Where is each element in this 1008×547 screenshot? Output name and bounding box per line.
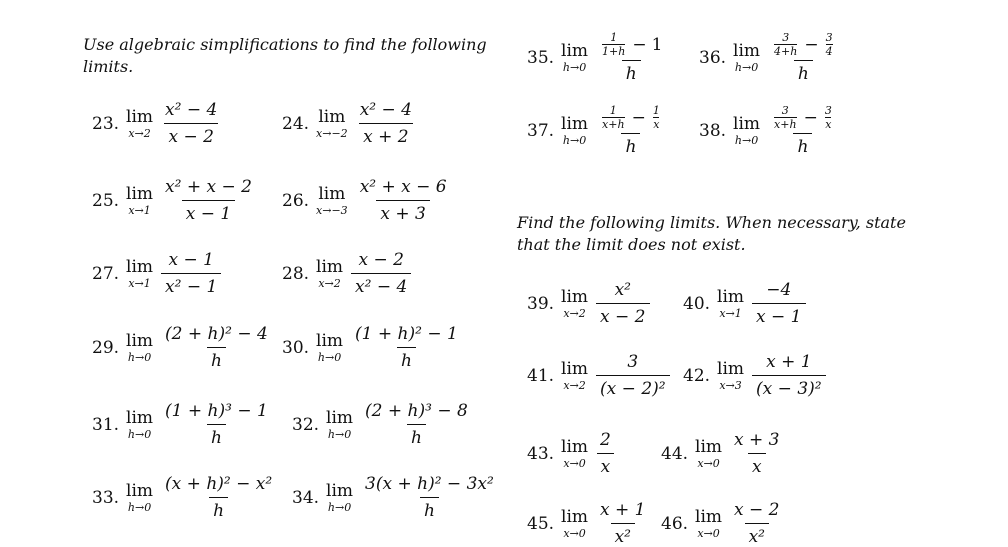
denominator: h [622,60,641,84]
fraction [356,100,416,147]
lim-word: lim [126,480,154,501]
problem-number: 38. [699,121,727,142]
lim-word: lim [126,407,154,428]
lim-word: lim [561,358,589,379]
limit-operator [316,330,344,364]
fraction [161,250,221,297]
numerator: x² [614,280,631,300]
fraction [161,474,276,521]
limit-approach: x→−2 [316,126,348,140]
small-denominator: 1+h [602,44,626,58]
fraction [768,32,839,84]
limit-approach: h→0 [317,350,342,364]
fraction [596,352,670,399]
limit-approach: x→1 [128,203,151,217]
limit-approach: h→0 [127,350,152,364]
denominator: x − 2 [164,123,217,147]
problem-number: 35. [527,48,555,69]
small-denominator: x [825,117,832,131]
term: 1 [651,34,663,55]
limit-approach: x→2 [318,276,341,290]
minus-sign: − [631,107,646,128]
limit-operator [717,286,745,320]
fraction [752,352,826,399]
denominator: x + 2 [359,123,412,147]
denominator: x² − 1 [161,273,221,297]
limit-approach: x→2 [563,306,586,320]
fraction [161,100,221,147]
numerator [596,32,666,60]
problem [527,105,666,157]
small-numerator: 1 [652,104,660,117]
problem [92,401,272,448]
numerator [596,105,666,133]
small-fraction [774,105,797,130]
limit-operator [561,358,589,392]
lim-word: lim [326,407,354,428]
limit-approach: x→−3 [316,203,348,217]
denominator: h [207,347,226,371]
denominator: x − 2 [596,303,649,327]
problem [527,430,615,477]
numerator: (1 + h)³ − 1 [165,401,268,421]
lim-word: lim [695,506,723,527]
numerator: (1 + h)² − 1 [355,324,458,344]
numerator: x − 1 [168,250,214,270]
numerator: 3 [627,352,639,372]
denominator: (x − 3)² [752,375,826,399]
minus-sign: − [804,34,819,55]
limit-approach: x→0 [563,526,586,540]
problem-number: 31. [92,414,120,435]
small-denominator: 4+h [774,44,798,58]
problem [683,280,806,327]
small-fraction [602,105,625,130]
numerator: x² + x − 2 [165,177,252,197]
small-denominator: x+h [602,117,625,131]
problem [527,500,650,547]
numerator: (2 + h)³ − 8 [365,401,468,421]
lim-word: lim [561,114,589,135]
limit-approach: x→2 [563,378,586,392]
small-numerator: 1 [610,31,618,44]
problem [661,430,784,477]
limit-operator [717,358,745,392]
denominator: h [397,347,416,371]
problem [699,105,838,157]
lim-word: lim [126,256,154,277]
problem [282,100,416,147]
lim-word: lim [561,506,589,527]
denominator: x − 1 [182,200,235,224]
problem-number: 37. [527,121,555,142]
small-fraction [653,105,660,130]
limit-operator [316,256,344,290]
denominator: h [207,424,226,448]
problem [292,474,498,521]
problem [661,500,784,547]
limit-operator [126,330,154,364]
instructions-left-line-1: Use algebraic simplifications to find the following [83,35,487,54]
fraction [351,324,462,371]
numerator: (2 + h)² − 4 [165,324,268,344]
problem-number: 44. [661,443,689,464]
small-denominator: x [653,117,660,131]
numerator: (x + h)² − x² [165,474,273,494]
limit-operator [126,407,154,441]
limit-operator [561,436,589,470]
instructions-right [517,212,906,256]
fraction [596,500,649,547]
denominator: x² − 4 [351,273,411,297]
problem-number: 46. [661,513,689,534]
lim-word: lim [733,41,761,62]
limit-approach: x→1 [128,276,151,290]
fraction [730,500,783,547]
limit-operator [561,116,588,146]
instructions-right-line-1: Find the following limits. When necessary, state [517,213,906,232]
problem-number: 26. [282,190,310,211]
lim-word: lim [318,183,346,204]
problem-number: 30. [282,337,310,358]
limit-approach: x→0 [697,526,720,540]
limit-approach: h→0 [127,500,152,514]
problem-number: 32. [292,414,320,435]
lim-word: lim [561,436,589,457]
limit-operator [733,43,760,73]
problem [282,324,462,371]
small-numerator: 3 [824,104,832,117]
numerator: x² + x − 6 [359,177,447,197]
fraction [596,430,615,477]
fraction [361,474,498,521]
small-fraction [774,32,797,57]
denominator: x − 1 [752,303,805,327]
limit-approach: x→2 [128,126,151,140]
minus-sign: − [803,107,818,128]
problem-number: 42. [683,365,711,386]
small-numerator: 3 [781,104,789,117]
limit-operator [326,480,354,514]
small-numerator: 3 [825,31,833,44]
small-fraction [602,32,625,57]
fraction [351,250,411,297]
problem [292,401,472,448]
problem-number: 23. [92,113,120,134]
limit-approach: h→0 [327,427,352,441]
lim-word: lim [561,41,589,62]
fraction [730,430,783,477]
lim-word: lim [316,256,344,277]
lim-word: lim [126,330,154,351]
problem [527,32,666,84]
fraction [161,401,272,448]
numerator [768,105,838,133]
fraction [161,324,272,371]
instructions-right-line-2: that the limit does not exist. [517,235,746,254]
problem [92,177,256,224]
fraction [596,105,666,157]
problem-number: 45. [527,513,555,534]
problem-number: 34. [292,487,320,508]
fraction [752,280,805,327]
lim-word: lim [126,106,154,127]
problem-number: 28. [282,263,310,284]
problem-number: 25. [92,190,120,211]
denominator: x² [611,523,635,547]
numerator: x − 2 [358,250,404,270]
limit-operator [316,183,348,217]
problem [92,100,221,147]
limit-operator [126,480,154,514]
limit-approach: h→0 [562,134,587,148]
lim-word: lim [561,286,589,307]
denominator: x [748,453,766,477]
problem [92,474,276,521]
problem [527,280,650,327]
lim-word: lim [316,330,344,351]
small-denominator: x+h [774,117,797,131]
small-numerator: 1 [609,104,617,117]
instructions-left-line-2: limits. [83,57,134,76]
small-numerator: 3 [782,31,790,44]
problem-number: 40. [683,293,711,314]
numerator: −4 [766,280,792,300]
limit-operator [126,106,154,140]
fraction [356,177,451,224]
denominator: h [420,497,439,521]
lim-word: lim [695,436,723,457]
problem [92,250,221,297]
denominator: h [621,133,640,157]
small-fraction [826,32,833,57]
limit-operator [561,286,589,320]
limit-approach: x→3 [719,378,742,392]
lim-word: lim [717,358,745,379]
lim-word: lim [318,106,346,127]
denominator: x² [745,523,769,547]
limit-approach: x→0 [563,456,586,470]
problem [92,324,272,371]
fraction [768,105,838,157]
limit-operator [316,106,348,140]
limit-operator [326,407,354,441]
denominator: h [794,60,813,84]
problem [683,352,826,399]
numerator: x + 1 [766,352,812,372]
problem-number: 39. [527,293,555,314]
numerator: 2 [600,430,611,450]
numerator [768,32,839,60]
denominator: h [209,497,228,521]
problem [699,32,839,84]
denominator: h [793,133,812,157]
denominator: (x − 2)² [596,375,670,399]
problem-number: 27. [92,263,120,284]
lim-word: lim [326,480,354,501]
problem [527,352,670,399]
lim-word: lim [717,286,745,307]
problem [282,250,411,297]
limit-operator [695,506,723,540]
problem-number: 24. [282,113,310,134]
limit-approach: h→0 [562,61,587,75]
numerator: 3(x + h)² − 3x² [365,474,494,494]
denominator: h [407,424,426,448]
limit-approach: h→0 [127,427,152,441]
numerator: x + 3 [734,430,780,450]
fraction [596,32,666,84]
numerator: x + 1 [600,500,646,520]
fraction [161,177,256,224]
limit-operator [733,116,760,146]
problem-number: 29. [92,337,120,358]
lim-word: lim [733,114,761,135]
instructions-left [83,34,487,78]
denominator: x [597,453,615,477]
denominator: x + 3 [376,200,429,224]
problem [282,177,451,224]
limit-approach: h→0 [327,500,352,514]
limit-operator [695,436,723,470]
problem-number: 43. [527,443,555,464]
small-denominator: 4 [825,44,833,58]
numerator: x² − 4 [359,100,412,120]
numerator: x² − 4 [165,100,218,120]
limit-operator [561,506,589,540]
limit-approach: x→1 [719,306,742,320]
small-fraction [825,105,832,130]
limit-approach: h→0 [734,61,759,75]
fraction [361,401,472,448]
minus-sign: − [632,34,647,55]
limit-operator [561,43,588,73]
limit-operator [126,256,154,290]
fraction [596,280,649,327]
limit-operator [126,183,154,217]
limit-approach: x→0 [697,456,720,470]
lim-word: lim [126,183,154,204]
problem-number: 36. [699,48,727,69]
limit-approach: h→0 [734,134,759,148]
problem-number: 41. [527,365,555,386]
numerator: x − 2 [734,500,780,520]
problem-number: 33. [92,487,120,508]
